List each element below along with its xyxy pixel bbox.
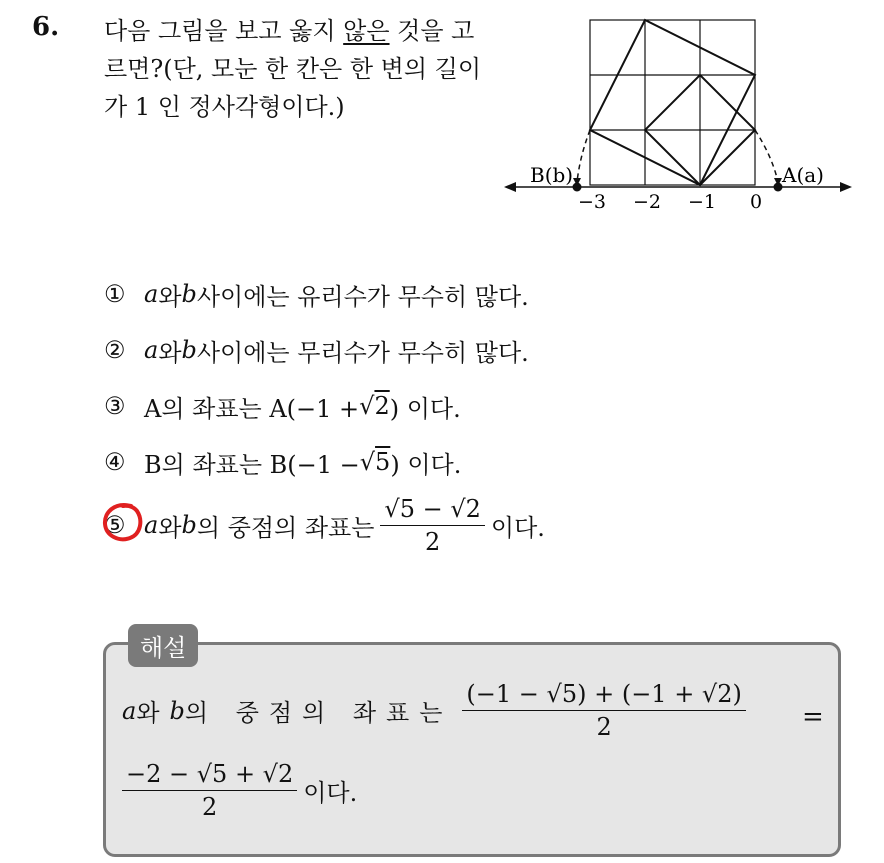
explanation-tag: 해설 <box>128 624 198 667</box>
fraction: $\frac{√5 - √2}{2}$ <box>380 495 485 556</box>
arc-to-b <box>577 130 590 182</box>
tick-label: −3 <box>578 191 607 213</box>
tick-label: −1 <box>688 191 717 213</box>
question-underlined-word: 않은 <box>343 17 390 45</box>
number-line-figure <box>500 16 860 216</box>
explanation-box <box>103 642 841 857</box>
choice-1[interactable]: ① a 와 b 사이에는 유리수가 무수히 많다. <box>104 280 529 311</box>
choice-number: ② <box>104 336 126 364</box>
question-text <box>104 12 484 126</box>
point-a-label: A(a) <box>782 163 824 187</box>
question-text-after: 것을 고르면?(단, 모눈 한 칸은 한 변의 길이가 1 인 정사각형이다.) <box>104 17 482 121</box>
choice-number: ⑤ <box>104 511 126 539</box>
choice-2[interactable]: ② a 와 b 사이에는 무리수가 무수히 많다. <box>104 336 529 367</box>
choice-number: ③ <box>104 392 126 420</box>
question-text-before: 다음 그림을 보고 옳지 <box>104 17 344 45</box>
choice-3[interactable]: ③ A의 좌표는 A(−1 + √2 ) 이다. <box>104 392 461 423</box>
fraction: $\frac{-2 - √5 + √2}{2}$ <box>122 760 297 821</box>
equals-sign: = <box>802 702 824 732</box>
choice-number: ④ <box>104 448 126 476</box>
tick-label: −2 <box>633 191 662 213</box>
choice-5[interactable]: ⑤ a 와 b 의 중점의 좌표는 $\frac{√5 - √2}{2}$ 이다. <box>104 494 545 556</box>
fraction: $\frac{(-1 - √5) + (-1 + √2)}{2}$ <box>462 680 745 741</box>
answer-mark-circle <box>101 500 145 544</box>
explanation-line-1: a 와 b 의 중점의 좌표는 $\frac{(-1 - √5) + (-1 + √2)}{2}$ <box>122 680 752 741</box>
point-b-label: B(b) <box>530 163 574 187</box>
arc-to-a <box>755 130 778 182</box>
question-number: 6. <box>32 12 60 42</box>
choice-number: ① <box>104 280 126 308</box>
choice-4[interactable]: ④ B의 좌표는 B(−1 − √5 ) 이다. <box>104 448 462 479</box>
tick-label: 0 <box>750 191 763 213</box>
explanation-line-2: $\frac{-2 - √5 + √2}{2}$ 이다. <box>122 760 357 821</box>
